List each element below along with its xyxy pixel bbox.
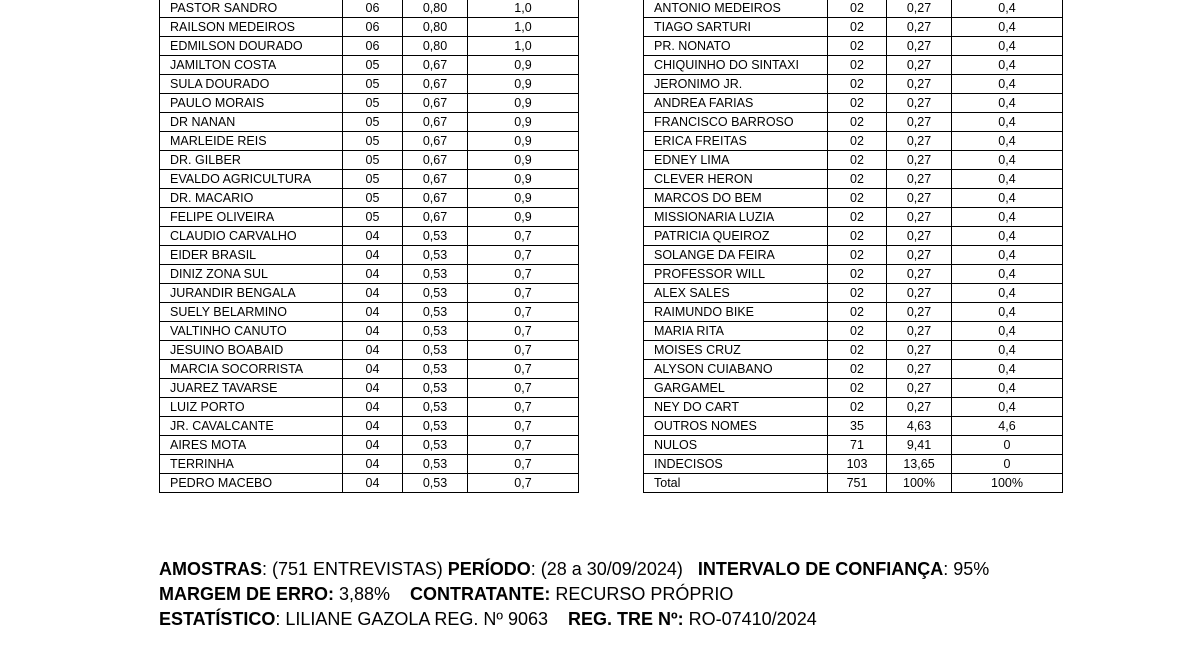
valid-percent: 0,4 (952, 227, 1063, 246)
vote-count: 02 (828, 303, 887, 322)
total-percent: 0,53 (403, 360, 468, 379)
vote-count: 05 (343, 113, 403, 132)
table-row (160, 398, 579, 417)
candidate-name: PROFESSOR WILL (644, 265, 828, 284)
contratante-value: RECURSO PRÓPRIO (550, 584, 734, 604)
candidate-name: JERONIMO JR. (644, 75, 828, 94)
valid-percent: 0,4 (952, 246, 1063, 265)
reg-tre-value: RO-07410/2024 (683, 609, 817, 629)
total-percent: 4,63 (887, 417, 952, 436)
valid-percent: 1,0 (468, 0, 579, 18)
candidate-name: OUTROS NOMES (644, 417, 828, 436)
total-percent: 0,80 (403, 37, 468, 56)
table-row (160, 37, 579, 56)
table-row (160, 322, 579, 341)
table-row (644, 151, 1063, 170)
vote-count: 04 (343, 455, 403, 474)
candidate-name: ERICA FREITAS (644, 132, 828, 151)
candidate-name: EIDER BRASIL (160, 246, 343, 265)
valid-percent: 0,4 (952, 360, 1063, 379)
vote-count: 04 (343, 417, 403, 436)
total-percent: 0,80 (403, 18, 468, 37)
vote-count: 02 (828, 284, 887, 303)
total-percent: 0,27 (887, 265, 952, 284)
candidate-name: SOLANGE DA FEIRA (644, 246, 828, 265)
valid-percent: 0,7 (468, 474, 579, 493)
vote-count: 05 (343, 151, 403, 170)
total-percent: 0,67 (403, 151, 468, 170)
table-row (160, 170, 579, 189)
vote-count: 04 (343, 398, 403, 417)
table-row (644, 341, 1063, 360)
amostras-label: AMOSTRAS (159, 559, 262, 579)
table-row (160, 341, 579, 360)
valid-percent: 0 (952, 436, 1063, 455)
table-row (160, 189, 579, 208)
total-percent: 0,67 (403, 208, 468, 227)
left-table-body (160, 0, 579, 493)
valid-percent: 0,7 (468, 436, 579, 455)
reg-tre-label: REG. TRE Nº: (568, 609, 684, 629)
candidate-name: INDECISOS (644, 455, 828, 474)
total-percent: 0,27 (887, 56, 952, 75)
candidate-name: PAULO MORAIS (160, 94, 343, 113)
vote-count: 02 (828, 0, 887, 18)
table-row (160, 417, 579, 436)
table-row (644, 284, 1063, 303)
candidate-name: ANDREA FARIAS (644, 94, 828, 113)
candidate-name: AIRES MOTA (160, 436, 343, 455)
table-row (644, 170, 1063, 189)
valid-percent: 0,4 (952, 151, 1063, 170)
total-percent: 0,53 (403, 341, 468, 360)
candidate-name: FELIPE OLIVEIRA (160, 208, 343, 227)
valid-percent: 0,7 (468, 246, 579, 265)
methodology-footer (159, 557, 989, 632)
total-percent: 0,53 (403, 227, 468, 246)
vote-count: 02 (828, 75, 887, 94)
valid-percent: 1,0 (468, 37, 579, 56)
valid-percent: 0,7 (468, 303, 579, 322)
total-percent: 0,27 (887, 151, 952, 170)
valid-percent: 0,7 (468, 341, 579, 360)
candidate-name: JURANDIR BENGALA (160, 284, 343, 303)
candidate-name: RAIMUNDO BIKE (644, 303, 828, 322)
total-percent: 0,27 (887, 75, 952, 94)
table-row (160, 265, 579, 284)
candidate-name: PATRICIA QUEIROZ (644, 227, 828, 246)
candidate-name: EVALDO AGRICULTURA (160, 170, 343, 189)
table-row (644, 417, 1063, 436)
candidate-name: PEDRO MACEBO (160, 474, 343, 493)
valid-percent: 0,9 (468, 132, 579, 151)
vote-count: 04 (343, 284, 403, 303)
table-row (644, 94, 1063, 113)
amostras-value: : (751 ENTREVISTAS) (262, 559, 448, 579)
candidate-name: MISSIONARIA LUZIA (644, 208, 828, 227)
total-percent: 0,27 (887, 284, 952, 303)
total-percent: 0,53 (403, 284, 468, 303)
table-row (160, 455, 579, 474)
candidate-name: MARLEIDE REIS (160, 132, 343, 151)
total-percent: 100% (887, 474, 952, 493)
estatistico-value: : LILIANE GAZOLA REG. Nº 9063 (275, 609, 569, 629)
valid-percent: 4,6 (952, 417, 1063, 436)
total-percent: 0,53 (403, 303, 468, 322)
table-row (644, 474, 1063, 493)
total-percent: 0,27 (887, 37, 952, 56)
valid-percent: 0 (952, 455, 1063, 474)
vote-count: 05 (343, 189, 403, 208)
vote-count: 02 (828, 151, 887, 170)
vote-count: 05 (343, 75, 403, 94)
total-percent: 0,53 (403, 398, 468, 417)
table-row (644, 379, 1063, 398)
margem-value: 3,88% (334, 584, 411, 604)
valid-percent: 0,7 (468, 455, 579, 474)
candidate-name: ALEX SALES (644, 284, 828, 303)
intervalo-value: : 95% (943, 559, 990, 579)
total-percent: 0,27 (887, 379, 952, 398)
valid-percent: 0,4 (952, 56, 1063, 75)
total-percent: 0,27 (887, 227, 952, 246)
periodo-label: PERÍODO (447, 559, 531, 579)
valid-percent: 0,9 (468, 151, 579, 170)
total-percent: 0,67 (403, 170, 468, 189)
vote-count: 05 (343, 170, 403, 189)
valid-percent: 0,7 (468, 379, 579, 398)
candidate-name: TERRINHA (160, 455, 343, 474)
table-row (160, 284, 579, 303)
candidate-name: NEY DO CART (644, 398, 828, 417)
table-row (160, 360, 579, 379)
candidate-name: SULA DOURADO (160, 75, 343, 94)
valid-percent: 0,9 (468, 113, 579, 132)
valid-percent: 0,4 (952, 18, 1063, 37)
vote-count: 02 (828, 379, 887, 398)
valid-percent: 0,4 (952, 208, 1063, 227)
table-row (160, 246, 579, 265)
total-percent: 0,53 (403, 322, 468, 341)
table-row (160, 94, 579, 113)
table-row (160, 227, 579, 246)
candidate-name: MARCIA SOCORRISTA (160, 360, 343, 379)
footer-line-1 (159, 557, 989, 582)
candidate-name: LUIZ PORTO (160, 398, 343, 417)
valid-percent: 0,7 (468, 227, 579, 246)
table-row (644, 436, 1063, 455)
candidate-name: ALYSON CUIABANO (644, 360, 828, 379)
valid-percent: 0,4 (952, 170, 1063, 189)
candidate-name: NULOS (644, 436, 828, 455)
candidate-name: ANTONIO MEDEIROS (644, 0, 828, 18)
total-percent: 0,53 (403, 436, 468, 455)
total-percent: 13,65 (887, 455, 952, 474)
vote-count: 02 (828, 360, 887, 379)
valid-percent: 0,9 (468, 189, 579, 208)
candidate-name: PASTOR SANDRO (160, 0, 343, 18)
total-percent: 0,53 (403, 246, 468, 265)
vote-count: 02 (828, 398, 887, 417)
candidate-name: MARCOS DO BEM (644, 189, 828, 208)
candidate-name: JAMILTON COSTA (160, 56, 343, 75)
vote-count: 06 (343, 0, 403, 18)
periodo-value: : (28 a 30/09/2024) (530, 559, 698, 579)
table-row (160, 18, 579, 37)
candidate-name: MARIA RITA (644, 322, 828, 341)
table-row (644, 227, 1063, 246)
vote-count: 35 (828, 417, 887, 436)
vote-count: 06 (343, 18, 403, 37)
vote-count: 02 (828, 246, 887, 265)
total-percent: 0,27 (887, 132, 952, 151)
candidate-name: MOISES CRUZ (644, 341, 828, 360)
valid-percent: 0,4 (952, 341, 1063, 360)
vote-count: 04 (343, 436, 403, 455)
total-percent: 0,27 (887, 208, 952, 227)
table-row (160, 151, 579, 170)
vote-count: 02 (828, 341, 887, 360)
total-percent: 0,27 (887, 246, 952, 265)
valid-percent: 0,9 (468, 170, 579, 189)
valid-percent: 0,4 (952, 379, 1063, 398)
table-row (644, 0, 1063, 18)
total-percent: 0,67 (403, 56, 468, 75)
candidate-name: JUAREZ TAVARSE (160, 379, 343, 398)
candidate-name: GARGAMEL (644, 379, 828, 398)
valid-percent: 0,7 (468, 417, 579, 436)
candidate-name: EDNEY LIMA (644, 151, 828, 170)
table-row (160, 113, 579, 132)
vote-count: 02 (828, 170, 887, 189)
table-row (160, 379, 579, 398)
intervalo-label: INTERVALO DE CONFIANÇA (697, 559, 944, 579)
total-percent: 0,27 (887, 360, 952, 379)
valid-percent: 0,4 (952, 189, 1063, 208)
vote-count: 02 (828, 94, 887, 113)
vote-count: 04 (343, 246, 403, 265)
candidate-name: JESUINO BOABAID (160, 341, 343, 360)
valid-percent: 0,7 (468, 360, 579, 379)
table-row (644, 132, 1063, 151)
total-percent: 9,41 (887, 436, 952, 455)
candidate-name: DR NANAN (160, 113, 343, 132)
total-percent: 0,27 (887, 113, 952, 132)
footer-line-2 (159, 582, 989, 607)
total-percent: 0,27 (887, 341, 952, 360)
vote-count: 06 (343, 37, 403, 56)
vote-count: 71 (828, 436, 887, 455)
valid-percent: 0,9 (468, 208, 579, 227)
table-row (644, 398, 1063, 417)
valid-percent: 0,7 (468, 284, 579, 303)
total-percent: 0,27 (887, 170, 952, 189)
vote-count: 04 (343, 360, 403, 379)
valid-percent: 0,4 (952, 0, 1063, 18)
table-row (644, 37, 1063, 56)
vote-count: 04 (343, 322, 403, 341)
candidate-name: SUELY BELARMINO (160, 303, 343, 322)
candidate-name: CHIQUINHO DO SINTAXI (644, 56, 828, 75)
total-percent: 0,27 (887, 18, 952, 37)
right-table-body (644, 0, 1063, 493)
candidate-name: CLAUDIO CARVALHO (160, 227, 343, 246)
table-row (160, 474, 579, 493)
table-row (644, 56, 1063, 75)
right-results-table (643, 0, 1063, 493)
valid-percent: 0,4 (952, 94, 1063, 113)
vote-count: 02 (828, 189, 887, 208)
vote-count: 02 (828, 18, 887, 37)
valid-percent: 1,0 (468, 18, 579, 37)
vote-count: 04 (343, 227, 403, 246)
table-row (160, 132, 579, 151)
margem-label: MARGEM DE ERRO: (159, 584, 334, 604)
total-percent: 0,53 (403, 379, 468, 398)
vote-count: 04 (343, 303, 403, 322)
vote-count: 04 (343, 474, 403, 493)
total-percent: 0,53 (403, 455, 468, 474)
valid-percent: 0,7 (468, 265, 579, 284)
total-percent: 0,27 (887, 189, 952, 208)
candidate-name: FRANCISCO BARROSO (644, 113, 828, 132)
table-row (644, 303, 1063, 322)
total-percent: 0,27 (887, 303, 952, 322)
total-percent: 0,67 (403, 132, 468, 151)
table-row (644, 208, 1063, 227)
total-percent: 0,27 (887, 322, 952, 341)
table-row (644, 265, 1063, 284)
estatistico-label: ESTATÍSTICO (159, 609, 276, 629)
vote-count: 02 (828, 208, 887, 227)
table-row (644, 75, 1063, 94)
valid-percent: 0,4 (952, 37, 1063, 56)
table-row (160, 0, 579, 18)
table-row (644, 189, 1063, 208)
total-percent: 0,27 (887, 94, 952, 113)
candidate-name: VALTINHO CANUTO (160, 322, 343, 341)
total-percent: 0,67 (403, 113, 468, 132)
table-row (644, 360, 1063, 379)
table-row (160, 75, 579, 94)
table-row (644, 455, 1063, 474)
valid-percent: 0,4 (952, 132, 1063, 151)
total-percent: 0,27 (887, 398, 952, 417)
total-percent: 0,53 (403, 417, 468, 436)
vote-count: 04 (343, 265, 403, 284)
table-row (644, 113, 1063, 132)
left-results-table (159, 0, 579, 493)
vote-count: 04 (343, 341, 403, 360)
footer-line-3 (159, 607, 989, 632)
valid-percent: 0,4 (952, 265, 1063, 284)
valid-percent: 100% (952, 474, 1063, 493)
vote-count: 05 (343, 208, 403, 227)
valid-percent: 0,9 (468, 75, 579, 94)
total-percent: 0,53 (403, 265, 468, 284)
valid-percent: 0,4 (952, 284, 1063, 303)
vote-count: 02 (828, 227, 887, 246)
candidate-name: RAILSON MEDEIROS (160, 18, 343, 37)
valid-percent: 0,4 (952, 303, 1063, 322)
vote-count: 02 (828, 322, 887, 341)
table-row (644, 18, 1063, 37)
total-percent: 0,67 (403, 189, 468, 208)
vote-count: 04 (343, 379, 403, 398)
table-row (160, 56, 579, 75)
total-percent: 0,67 (403, 75, 468, 94)
vote-count: 02 (828, 265, 887, 284)
valid-percent: 0,4 (952, 322, 1063, 341)
candidate-name: DINIZ ZONA SUL (160, 265, 343, 284)
table-row (160, 436, 579, 455)
valid-percent: 0,4 (952, 398, 1063, 417)
table-row (644, 246, 1063, 265)
candidate-name: Total (644, 474, 828, 493)
table-row (160, 208, 579, 227)
vote-count: 02 (828, 56, 887, 75)
table-row (644, 322, 1063, 341)
candidate-name: DR. MACARIO (160, 189, 343, 208)
candidate-name: CLEVER HERON (644, 170, 828, 189)
vote-count: 05 (343, 94, 403, 113)
vote-count: 05 (343, 132, 403, 151)
candidate-name: PR. NONATO (644, 37, 828, 56)
total-percent: 0,67 (403, 94, 468, 113)
vote-count: 751 (828, 474, 887, 493)
total-percent: 0,53 (403, 474, 468, 493)
valid-percent: 0,9 (468, 94, 579, 113)
candidate-name: JR. CAVALCANTE (160, 417, 343, 436)
candidate-name: DR. GILBER (160, 151, 343, 170)
valid-percent: 0,7 (468, 322, 579, 341)
total-percent: 0,27 (887, 0, 952, 18)
candidate-name: TIAGO SARTURI (644, 18, 828, 37)
candidate-name: EDMILSON DOURADO (160, 37, 343, 56)
vote-count: 02 (828, 37, 887, 56)
vote-count: 02 (828, 132, 887, 151)
valid-percent: 0,9 (468, 56, 579, 75)
vote-count: 02 (828, 113, 887, 132)
valid-percent: 0,4 (952, 113, 1063, 132)
contratante-label: CONTRATANTE: (410, 584, 551, 604)
valid-percent: 0,7 (468, 398, 579, 417)
vote-count: 05 (343, 56, 403, 75)
table-row (160, 303, 579, 322)
vote-count: 103 (828, 455, 887, 474)
valid-percent: 0,4 (952, 75, 1063, 94)
total-percent: 0,80 (403, 0, 468, 18)
